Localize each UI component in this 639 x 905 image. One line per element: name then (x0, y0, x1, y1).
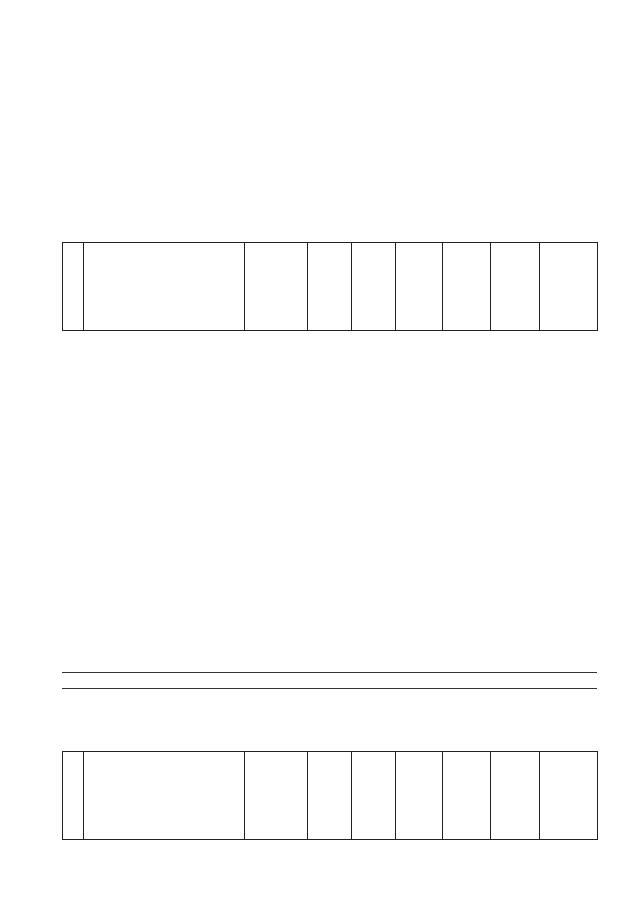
w-header-num (63, 752, 84, 840)
w-header-unit (245, 752, 308, 840)
aqua-feed-table-body (63, 243, 598, 331)
workers-header-row (63, 752, 598, 840)
aqua-feed-table (62, 242, 598, 331)
header-unit (245, 243, 308, 331)
blank-line-1 (62, 672, 597, 673)
workers-table (62, 751, 598, 840)
aqua-header-row (63, 243, 598, 331)
header-name (84, 243, 245, 331)
header-num (63, 243, 84, 331)
w-header-name (84, 752, 245, 840)
blank-line-2 (62, 688, 597, 689)
